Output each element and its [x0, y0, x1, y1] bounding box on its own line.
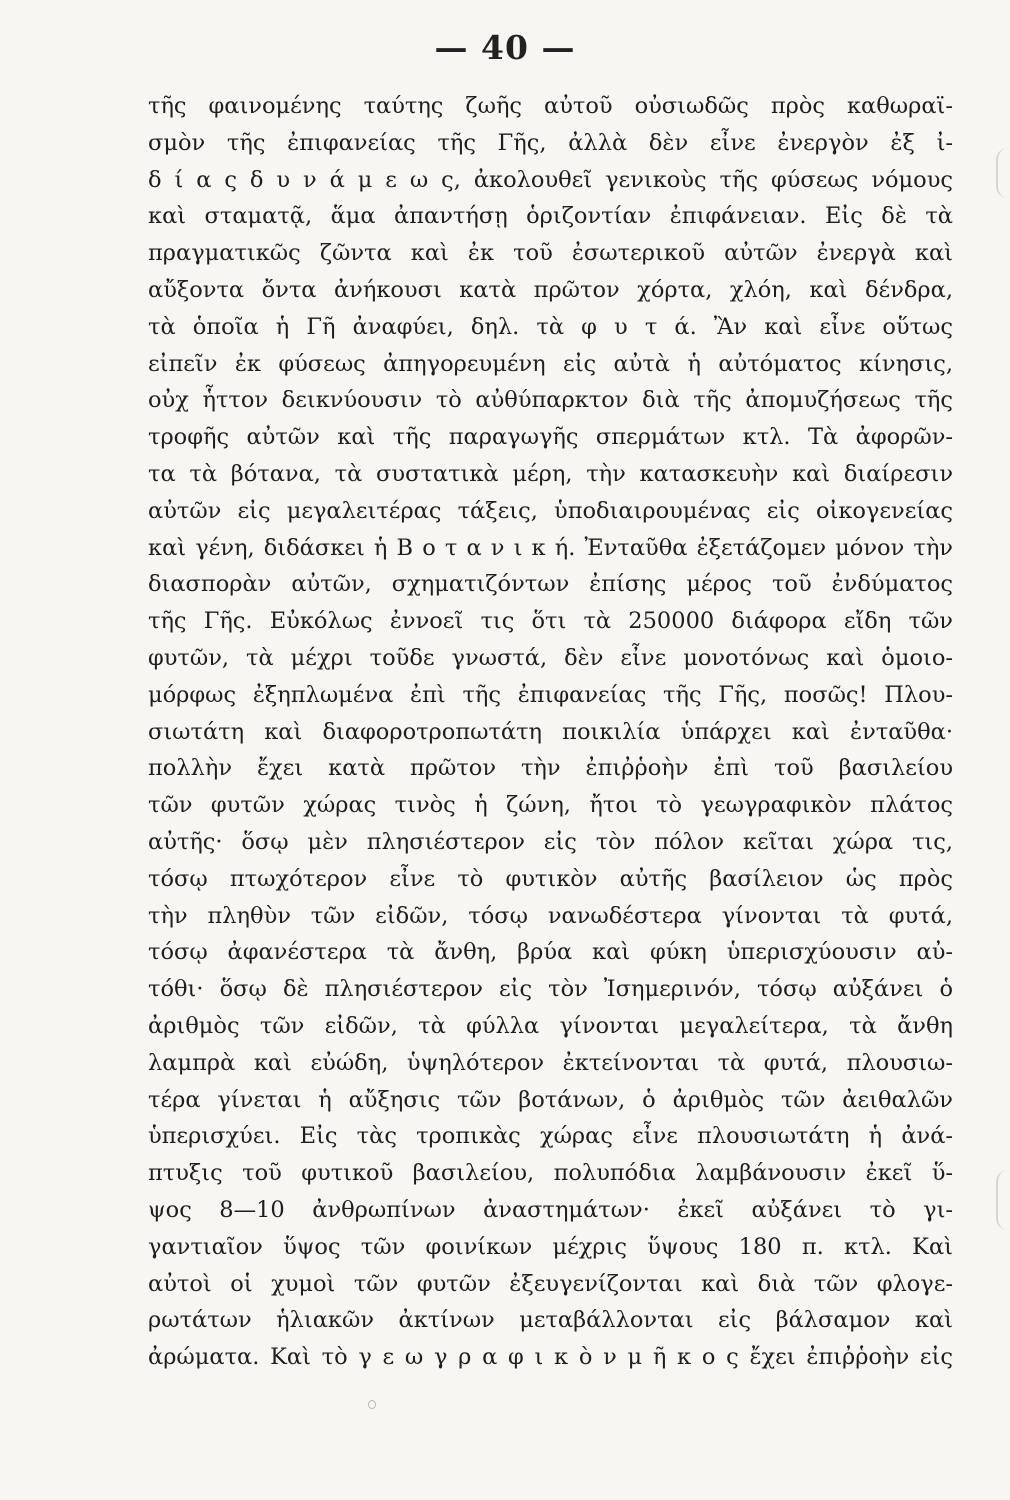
- text-line: λαμπρὰ καὶ εὐώδη, ὑψηλότερον ἐκτείνονται τὰ φυτά, πλουσιω-: [148, 1049, 953, 1076]
- page-edge-mark: [996, 148, 1010, 198]
- text-line: καὶ σταματᾷ, ἅμα ἀπαντήσῃ ὁριζοντίαν ἐπιφάνειαν. Εἰς δὲ τὰ: [148, 203, 953, 230]
- text-line: ψος 8—10 ἀνθρωπίνων ἀναστημάτων· ἐκεῖ αὐξάνει τὸ γι-: [148, 1196, 953, 1223]
- page-edge-mark: [996, 1170, 1010, 1230]
- text-line: τῶν φυτῶν χώρας τινὸς ἡ ζώνη, ἤτοι τὸ γεωγραφικὸν πλάτος: [148, 792, 953, 819]
- text-line: ὑπερισχύει. Εἰς τὰς τροπικὰς χώρας εἶνε πλουσιωτάτη ἡ ἀνά-: [148, 1123, 953, 1150]
- text-line: σμὸν τῆς ἐπιφανείας τῆς Γῆς, ἀλλὰ δὲν εἶνε ἐνεργὸν ἐξ ἰ-: [148, 129, 953, 156]
- paper-speck: [368, 1400, 376, 1409]
- text-line: φυτῶν, τὰ μέχρι τοῦδε γνωστά, δὲν εἶνε μονοτόνως καὶ ὁμοιο-: [148, 644, 953, 671]
- text-line: σιωτάτη καὶ διαφοροτροπωτάτη ποικιλία ὑπάρχει καὶ ἐνταῦθα·: [148, 718, 953, 745]
- text-line: αὐτῶν εἰς μεγαλειτέρας τάξεις, ὑποδιαιρουμένας εἰς οἰκογενείας: [148, 497, 953, 524]
- text-line: ρωτάτων ἡλιακῶν ἀκτίνων μεταβάλλονται εἰς βάλσαμον καὶ: [148, 1307, 953, 1334]
- text-line: ἀριθμὸς τῶν εἰδῶν, τὰ φύλλα γίνονται μεγαλείτερα, τὰ ἄνθη: [148, 1012, 953, 1039]
- page-number: — 40 —: [434, 28, 576, 67]
- text-line: τροφῆς αὐτῶν καὶ τῆς παραγωγῆς σπερμάτων κτλ. Τὰ ἀφορῶν-: [148, 424, 953, 451]
- text-line: τόθι· ὅσῳ δὲ πλησιέστερον εἰς τὸν Ἰσημερινόν, τόσῳ αὐξάνει ὁ: [148, 976, 953, 1003]
- text-line: τόσῳ πτωχότερον εἶνε τὸ φυτικὸν αὐτῆς βασίλειον ὡς πρὸς: [148, 865, 953, 892]
- text-line: πραγματικῶς ζῶντα καὶ ἐκ τοῦ ἐσωτερικοῦ αὐτῶν ἐνεργὰ καὶ: [148, 240, 953, 267]
- text-line: αὐτῆς· ὅσῳ μὲν πλησιέστερον εἰς τὸν πόλον κεῖται χώρα τις,: [148, 828, 953, 855]
- text-line: τέρα γίνεται ἡ αὔξησις τῶν βοτάνων, ὁ ἀριθμὸς τῶν ἀειθαλῶν: [148, 1086, 953, 1113]
- text-line: εἰπεῖν ἐκ φύσεως ἀπηγορευμένη εἰς αὐτὰ ἡ αὐτόματος κίνησις,: [148, 350, 953, 377]
- text-line: τα τὰ βότανα, τὰ συστατικὰ μέρη, τὴν κατασκευὴν καὶ διαίρεσιν: [148, 460, 953, 487]
- text-line: τὰ ὁποῖα ἡ Γῆ ἀναφύει, δηλ. τὰ φ υ τ ά. Ἂν καὶ εἶνε οὕτως: [148, 313, 953, 340]
- text-line: γαντιαῖον ὕψος τῶν φοινίκων μέχρις ὕψους 180 π. κτλ. Καὶ: [148, 1233, 953, 1260]
- text-line: τῆς φαινομένης ταύτης ζωῆς αὐτοῦ οὐσιωδῶς πρὸς καθωραϊ-: [148, 93, 953, 119]
- text-line: καὶ γένη, διδάσκει ἡ Β ο τ α ν ι κ ή. Ἐνταῦθα ἐξετάζομεν μόνον τὴν: [148, 534, 953, 561]
- text-line: αὔξοντα ὄντα ἀνήκουσι κατὰ πρῶτον χόρτα, χλόη, καὶ δένδρα,: [148, 276, 953, 303]
- text-line: ἀρώματα. Καὶ τὸ γ ε ω γ ρ α φ ι κ ὸ ν μ ῆ κ ο ς ἔχει ἐπιῤῥοὴν εἰς: [148, 1344, 953, 1371]
- text-line: διασπορὰν αὐτῶν, σχηματιζόντων ἐπίσης μέρος τοῦ ἐνδύματος: [148, 571, 953, 598]
- body-text: [148, 88, 953, 1376]
- text-line: τόσῳ ἀφανέστερα τὰ ἄνθη, βρύα καὶ φύκη ὑπερισχύουσιν αὐ-: [148, 939, 953, 966]
- text-line: πολλὴν ἔχει κατὰ πρῶτον τὴν ἐπιῤῥοὴν ἐπὶ τοῦ βασιλείου: [148, 755, 953, 782]
- text-line: τὴν πληθὺν τῶν εἰδῶν, τόσῳ νανωδέστερα γίνονται τὰ φυτά,: [148, 902, 953, 929]
- text-line: αὐτοὶ οἱ χυμοὶ τῶν φυτῶν ἐξευγενίζονται καὶ διὰ τῶν φλογε-: [148, 1270, 953, 1297]
- text-line: δ ί α ς δ υ ν ά μ ε ω ς, ἀκολουθεῖ γενικοὺς τῆς φύσεως νόμους: [148, 166, 953, 193]
- text-line: τῆς Γῆς. Εὐκόλως ἐννοεῖ τις ὅτι τὰ 250000 διάφορα εἴδη τῶν: [148, 608, 953, 635]
- text-line: πτυξις τοῦ φυτικοῦ βασιλείου, πολυπόδια λαμβάνουσιν ἐκεῖ ὕ-: [148, 1160, 953, 1187]
- text-line: οὐχ ἧττον δεικνύουσιν τὸ αὐθύπαρκτον διὰ τῆς ἀπομυζήσεως τῆς: [148, 387, 953, 414]
- text-line: μόρφως ἐξηπλωμένα ἐπὶ τῆς ἐπιφανείας τῆς Γῆς, ποσῶς! Πλου-: [148, 681, 953, 708]
